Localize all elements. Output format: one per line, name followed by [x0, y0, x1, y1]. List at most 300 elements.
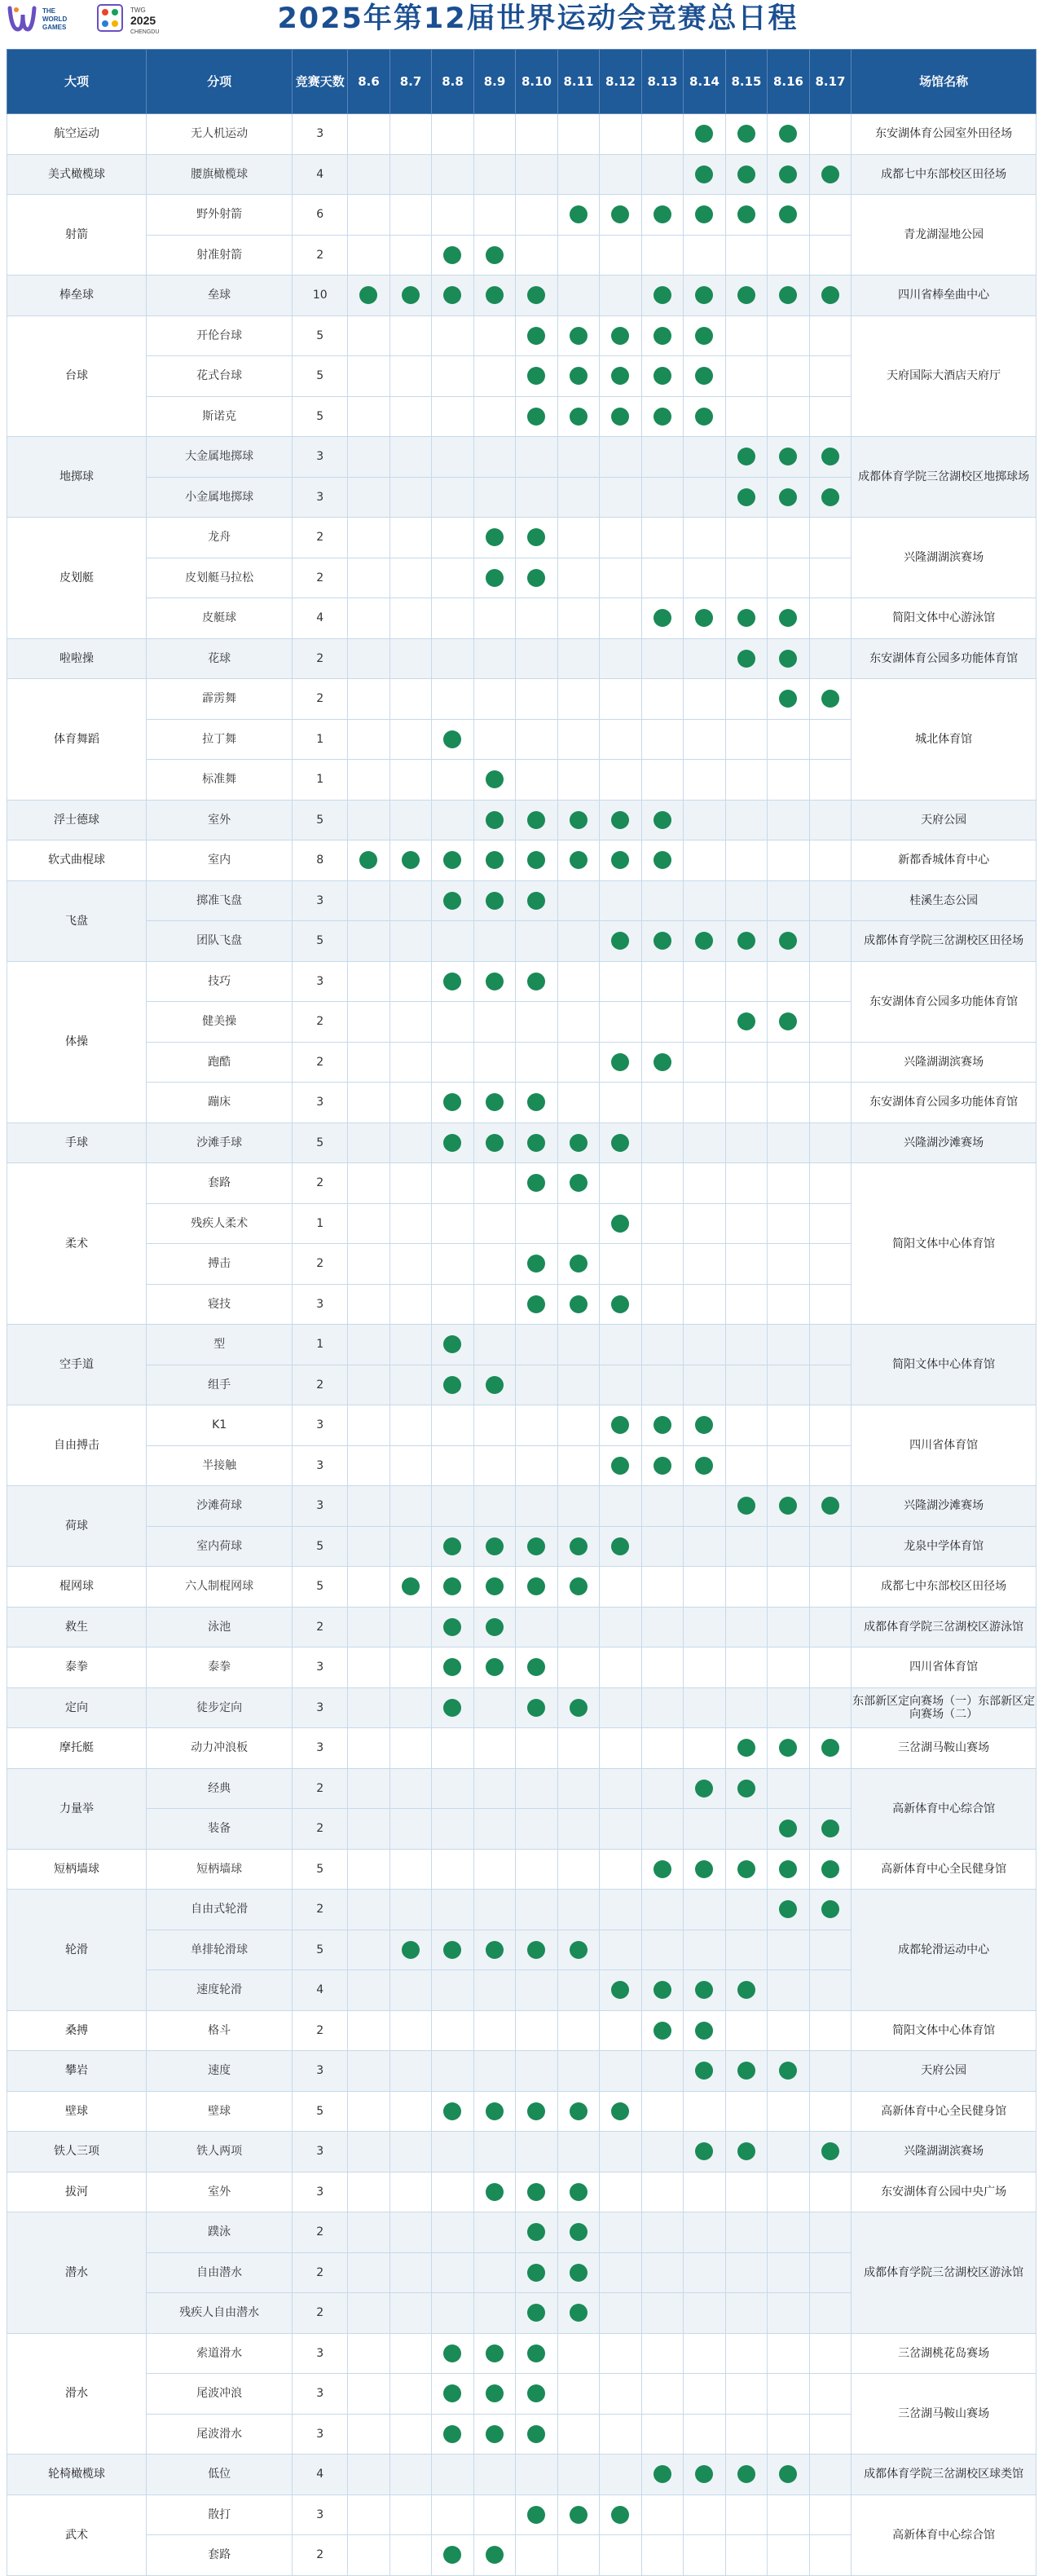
date-cell [432, 1890, 474, 1930]
date-cell [641, 2132, 684, 2172]
date-cell [684, 1002, 726, 1043]
competition-day-dot [486, 1658, 504, 1676]
date-cell [768, 2494, 810, 2535]
competition-day-dot [737, 205, 755, 223]
competition-day-dot [821, 448, 839, 465]
date-cell [432, 1325, 474, 1365]
competition-day-dot [486, 851, 504, 869]
date-cell [725, 1163, 768, 1204]
days-cell: 2 [293, 1244, 348, 1285]
date-cell [516, 235, 558, 276]
date-cell [768, 437, 810, 478]
date-cell [641, 2333, 684, 2374]
page-header [0, 0, 1043, 42]
date-cell [809, 921, 852, 962]
date-cell [768, 1567, 810, 1608]
date-cell [725, 1244, 768, 1285]
venue-cell: 兴隆湖湖滨赛场 [852, 1042, 1036, 1083]
date-cell [557, 2091, 600, 2132]
competition-day-dot [486, 1093, 504, 1111]
date-cell [557, 2535, 600, 2576]
competition-day-dot [611, 2506, 629, 2524]
date-cell [684, 1930, 726, 1970]
competition-day-dot [570, 327, 588, 345]
table-row [7, 1567, 1036, 1608]
competition-day-dot [486, 811, 504, 829]
date-cell [600, 315, 642, 356]
date-cell [389, 2051, 432, 2092]
date-cell [768, 2212, 810, 2253]
competition-day-dot [737, 1860, 755, 1878]
date-cell [600, 1163, 642, 1204]
date-cell [768, 2010, 810, 2051]
date-cell [348, 961, 390, 1002]
date-cell [641, 760, 684, 801]
category-cell: 武术 [7, 2494, 147, 2575]
date-cell [473, 477, 516, 518]
competition-day-dot [402, 1577, 420, 1595]
date-cell [684, 1405, 726, 1446]
date-cell [516, 2010, 558, 2051]
sub-event-cell: 室内荷球 [147, 1526, 293, 1567]
date-cell [768, 1405, 810, 1446]
date-cell [557, 1567, 600, 1608]
competition-day-dot [443, 1335, 461, 1353]
date-cell [809, 880, 852, 921]
date-cell [432, 1768, 474, 1809]
date-cell [809, 638, 852, 679]
sub-event-cell: 速度轮滑 [147, 1970, 293, 2011]
competition-day-dot [821, 1820, 839, 1837]
date-cell [600, 1768, 642, 1809]
days-cell: 2 [293, 1607, 348, 1647]
date-cell [684, 800, 726, 840]
competition-day-dot [654, 1860, 671, 1878]
days-cell: 2 [293, 1002, 348, 1043]
competition-day-dot [611, 1981, 629, 1999]
date-cell [725, 1930, 768, 1970]
date-cell [809, 1083, 852, 1123]
date-cell [768, 195, 810, 236]
date-cell [684, 961, 726, 1002]
date-cell [473, 1607, 516, 1647]
competition-day-dot [779, 448, 797, 465]
date-cell [768, 1163, 810, 1204]
table-row [7, 1325, 1036, 1365]
competition-day-dot [654, 327, 671, 345]
date-cell [432, 2252, 474, 2293]
days-cell: 6 [293, 195, 348, 236]
table-row [7, 154, 1036, 195]
date-cell [684, 1486, 726, 1527]
competition-day-dot [570, 1699, 588, 1717]
sub-event-cell: 残疾人柔术 [147, 1203, 293, 1244]
category-cell: 台球 [7, 315, 147, 437]
date-cell [725, 1647, 768, 1688]
date-cell [600, 2374, 642, 2415]
competition-day-dot [737, 1739, 755, 1757]
venue-cell: 高新体育中心全民健身馆 [852, 1849, 1036, 1890]
competition-day-dot [527, 327, 545, 345]
competition-day-dot [779, 2062, 797, 2080]
date-cell [348, 2252, 390, 2293]
date-cell [809, 114, 852, 155]
date-cell [684, 2414, 726, 2455]
table-row [7, 276, 1036, 316]
date-cell [557, 760, 600, 801]
date-cell [557, 1445, 600, 1486]
date-cell [641, 558, 684, 598]
days-cell: 1 [293, 719, 348, 760]
header-sub: 分项 [147, 50, 293, 114]
date-cell [389, 2010, 432, 2051]
date-cell [600, 719, 642, 760]
date-cell [641, 1607, 684, 1647]
date-cell [684, 1163, 726, 1204]
date-cell [809, 679, 852, 720]
header-date: 8.6 [348, 50, 390, 114]
date-cell [432, 154, 474, 195]
date-cell [641, 1687, 684, 1728]
date-cell [768, 1284, 810, 1325]
competition-day-dot [737, 2062, 755, 2080]
category-cell: 短柄墙球 [7, 1849, 147, 1890]
table-row [7, 2010, 1036, 2051]
date-cell [641, 2293, 684, 2334]
days-cell: 2 [293, 1809, 348, 1850]
competition-day-dot [443, 1941, 461, 1959]
date-cell [557, 2333, 600, 2374]
competition-day-dot [821, 165, 839, 183]
date-cell [473, 800, 516, 840]
competition-day-dot [737, 1981, 755, 1999]
date-cell [348, 638, 390, 679]
date-cell [348, 1405, 390, 1446]
date-cell [389, 1890, 432, 1930]
date-cell [641, 2494, 684, 2535]
competition-day-dot [779, 690, 797, 708]
date-cell [725, 1728, 768, 1769]
venue-cell: 兴隆湖湖滨赛场 [852, 2132, 1036, 2172]
date-cell [684, 1728, 726, 1769]
date-cell [473, 396, 516, 437]
date-cell [641, 1647, 684, 1688]
date-cell [600, 1970, 642, 2011]
date-cell [768, 1849, 810, 1890]
competition-day-dot [570, 2183, 588, 2201]
date-cell [473, 356, 516, 397]
date-cell [389, 1768, 432, 1809]
sub-event-cell: 掷准飞盘 [147, 880, 293, 921]
date-cell [348, 1042, 390, 1083]
date-cell [557, 598, 600, 639]
date-cell [389, 2535, 432, 2576]
header-date: 8.12 [600, 50, 642, 114]
sub-event-cell: 自由式轮滑 [147, 1890, 293, 1930]
date-cell [389, 235, 432, 276]
date-cell [600, 2494, 642, 2535]
venue-cell: 简阳文体中心游泳馆 [852, 598, 1036, 639]
date-cell [432, 2494, 474, 2535]
date-cell [809, 437, 852, 478]
competition-day-dot [779, 2465, 797, 2483]
date-cell [684, 1890, 726, 1930]
date-cell [348, 1163, 390, 1204]
date-cell [809, 1445, 852, 1486]
days-cell: 2 [293, 1042, 348, 1083]
days-cell: 4 [293, 2455, 348, 2495]
competition-day-dot [737, 1012, 755, 1030]
date-cell [516, 1607, 558, 1647]
venue-cell: 成都七中东部校区田径场 [852, 154, 1036, 195]
date-cell [600, 2132, 642, 2172]
category-cell: 射箭 [7, 195, 147, 276]
date-cell [557, 1687, 600, 1728]
date-cell [809, 760, 852, 801]
competition-day-dot [654, 205, 671, 223]
date-cell [809, 1526, 852, 1567]
competition-day-dot [527, 892, 545, 910]
date-cell [348, 679, 390, 720]
date-cell [684, 1607, 726, 1647]
competition-day-dot [486, 1941, 504, 1959]
table-row [7, 2051, 1036, 2092]
date-cell [684, 1244, 726, 1285]
competition-day-dot [486, 2102, 504, 2120]
date-cell [809, 477, 852, 518]
venue-cell: 四川省体育馆 [852, 1405, 1036, 1486]
table-row [7, 1647, 1036, 1688]
date-cell [348, 2212, 390, 2253]
date-cell [809, 1809, 852, 1850]
competition-day-dot [527, 286, 545, 304]
date-cell [432, 2172, 474, 2212]
competition-day-dot [779, 488, 797, 506]
date-cell [768, 1203, 810, 1244]
date-cell [557, 195, 600, 236]
date-cell [348, 1809, 390, 1850]
date-cell [557, 437, 600, 478]
date-cell [516, 396, 558, 437]
venue-cell: 桂溪生态公园 [852, 880, 1036, 921]
date-cell [725, 1405, 768, 1446]
date-cell [557, 2374, 600, 2415]
category-cell: 手球 [7, 1123, 147, 1163]
date-cell [432, 1365, 474, 1405]
date-cell [725, 276, 768, 316]
date-cell [516, 315, 558, 356]
date-cell [389, 1284, 432, 1325]
category-cell: 棍网球 [7, 1567, 147, 1608]
date-cell [684, 1284, 726, 1325]
date-cell [768, 638, 810, 679]
date-cell [809, 2010, 852, 2051]
date-cell [432, 2010, 474, 2051]
date-cell [348, 1244, 390, 1285]
date-cell [557, 921, 600, 962]
date-cell [516, 2252, 558, 2293]
date-cell [725, 2010, 768, 2051]
date-cell [557, 2212, 600, 2253]
date-cell [768, 2535, 810, 2576]
date-cell [389, 1930, 432, 1970]
table-row [7, 114, 1036, 155]
date-cell [768, 2252, 810, 2293]
date-cell [725, 719, 768, 760]
date-cell [473, 1284, 516, 1325]
date-cell [389, 1405, 432, 1446]
table-row [7, 2132, 1036, 2172]
days-cell: 4 [293, 1970, 348, 2011]
days-cell: 2 [293, 558, 348, 598]
competition-day-dot [779, 1497, 797, 1515]
competition-day-dot [654, 286, 671, 304]
date-cell [809, 1728, 852, 1769]
competition-day-dot [654, 1981, 671, 1999]
date-cell [432, 2333, 474, 2374]
date-cell [641, 195, 684, 236]
date-cell [809, 1405, 852, 1446]
date-cell [809, 1607, 852, 1647]
date-cell [641, 2051, 684, 2092]
date-cell [516, 276, 558, 316]
competition-day-dot [486, 1134, 504, 1152]
category-cell: 浮士德球 [7, 800, 147, 840]
date-cell [473, 2414, 516, 2455]
days-cell: 5 [293, 1526, 348, 1567]
date-cell [557, 1163, 600, 1204]
chengdu-2025-logo [96, 2, 186, 37]
date-cell [641, 1809, 684, 1850]
sub-event-cell: 装备 [147, 1809, 293, 1850]
competition-day-dot [611, 1295, 629, 1313]
sub-event-cell: 格斗 [147, 2010, 293, 2051]
date-cell [600, 1244, 642, 1285]
date-cell [516, 2333, 558, 2374]
competition-day-dot [570, 2506, 588, 2524]
date-cell [684, 1768, 726, 1809]
date-cell [600, 760, 642, 801]
date-cell [516, 1405, 558, 1446]
date-cell [557, 1244, 600, 1285]
competition-day-dot [527, 2344, 545, 2362]
competition-day-dot [695, 125, 713, 143]
date-cell [432, 2535, 474, 2576]
date-cell [432, 276, 474, 316]
date-cell [473, 2212, 516, 2253]
date-cell [557, 1647, 600, 1688]
sub-event-cell: K1 [147, 1405, 293, 1446]
date-cell [768, 2455, 810, 2495]
days-cell: 5 [293, 1930, 348, 1970]
date-cell [641, 396, 684, 437]
date-cell [557, 1890, 600, 1930]
competition-day-dot [570, 1577, 588, 1595]
category-cell: 荷球 [7, 1486, 147, 1567]
category-cell: 轮椅橄榄球 [7, 2455, 147, 2495]
date-cell [768, 800, 810, 840]
date-cell [641, 1728, 684, 1769]
date-cell [432, 114, 474, 155]
date-cell [389, 1123, 432, 1163]
competition-day-dot [443, 1577, 461, 1595]
competition-day-dot [443, 1134, 461, 1152]
date-cell [389, 760, 432, 801]
date-cell [432, 1647, 474, 1688]
date-cell [348, 2132, 390, 2172]
date-cell [432, 760, 474, 801]
date-cell [725, 1325, 768, 1365]
date-cell [809, 1567, 852, 1608]
category-cell: 攀岩 [7, 2051, 147, 2092]
date-cell [473, 2252, 516, 2293]
header-date: 8.11 [557, 50, 600, 114]
competition-day-dot [737, 1780, 755, 1797]
date-cell [641, 2455, 684, 2495]
date-cell [432, 2293, 474, 2334]
date-cell [516, 2091, 558, 2132]
competition-day-dot [570, 2223, 588, 2241]
date-cell [473, 1244, 516, 1285]
category-cell: 泰拳 [7, 1647, 147, 1688]
date-cell [432, 2132, 474, 2172]
competition-day-dot [402, 1941, 420, 1959]
date-cell [348, 1567, 390, 1608]
competition-day-dot [654, 851, 671, 869]
date-cell [684, 2333, 726, 2374]
competition-day-dot [527, 2304, 545, 2322]
date-cell [600, 1486, 642, 1527]
header-date: 8.13 [641, 50, 684, 114]
competition-day-dot [443, 246, 461, 264]
competition-day-dot [443, 1537, 461, 1555]
date-cell [557, 2293, 600, 2334]
date-cell [809, 1042, 852, 1083]
date-cell [725, 1002, 768, 1043]
date-cell [516, 1567, 558, 1608]
category-cell: 轮滑 [7, 1890, 147, 2011]
sub-event-cell: 室内 [147, 840, 293, 881]
date-cell [516, 760, 558, 801]
date-cell [557, 2455, 600, 2495]
date-cell [473, 1768, 516, 1809]
date-cell [768, 1768, 810, 1809]
competition-day-dot [821, 1900, 839, 1918]
date-cell [600, 2333, 642, 2374]
date-cell [557, 1042, 600, 1083]
date-cell [600, 1325, 642, 1365]
days-cell: 3 [293, 961, 348, 1002]
category-cell: 体育舞蹈 [7, 679, 147, 801]
date-cell [557, 2414, 600, 2455]
date-cell [516, 2494, 558, 2535]
table-row [7, 921, 1036, 962]
date-cell [684, 1567, 726, 1608]
sub-event-cell: 速度 [147, 2051, 293, 2092]
date-cell [389, 2494, 432, 2535]
date-cell [725, 1083, 768, 1123]
date-cell [641, 1890, 684, 1930]
sub-event-cell: 套路 [147, 1163, 293, 1204]
days-cell: 5 [293, 800, 348, 840]
date-cell [557, 154, 600, 195]
sub-event-cell: 尾波滑水 [147, 2414, 293, 2455]
venue-cell: 东部新区定向赛场（一）东部新区定向赛场（二） [852, 1687, 1036, 1728]
date-cell [768, 961, 810, 1002]
date-cell [725, 1445, 768, 1486]
date-cell [389, 1809, 432, 1850]
date-cell [600, 1930, 642, 1970]
